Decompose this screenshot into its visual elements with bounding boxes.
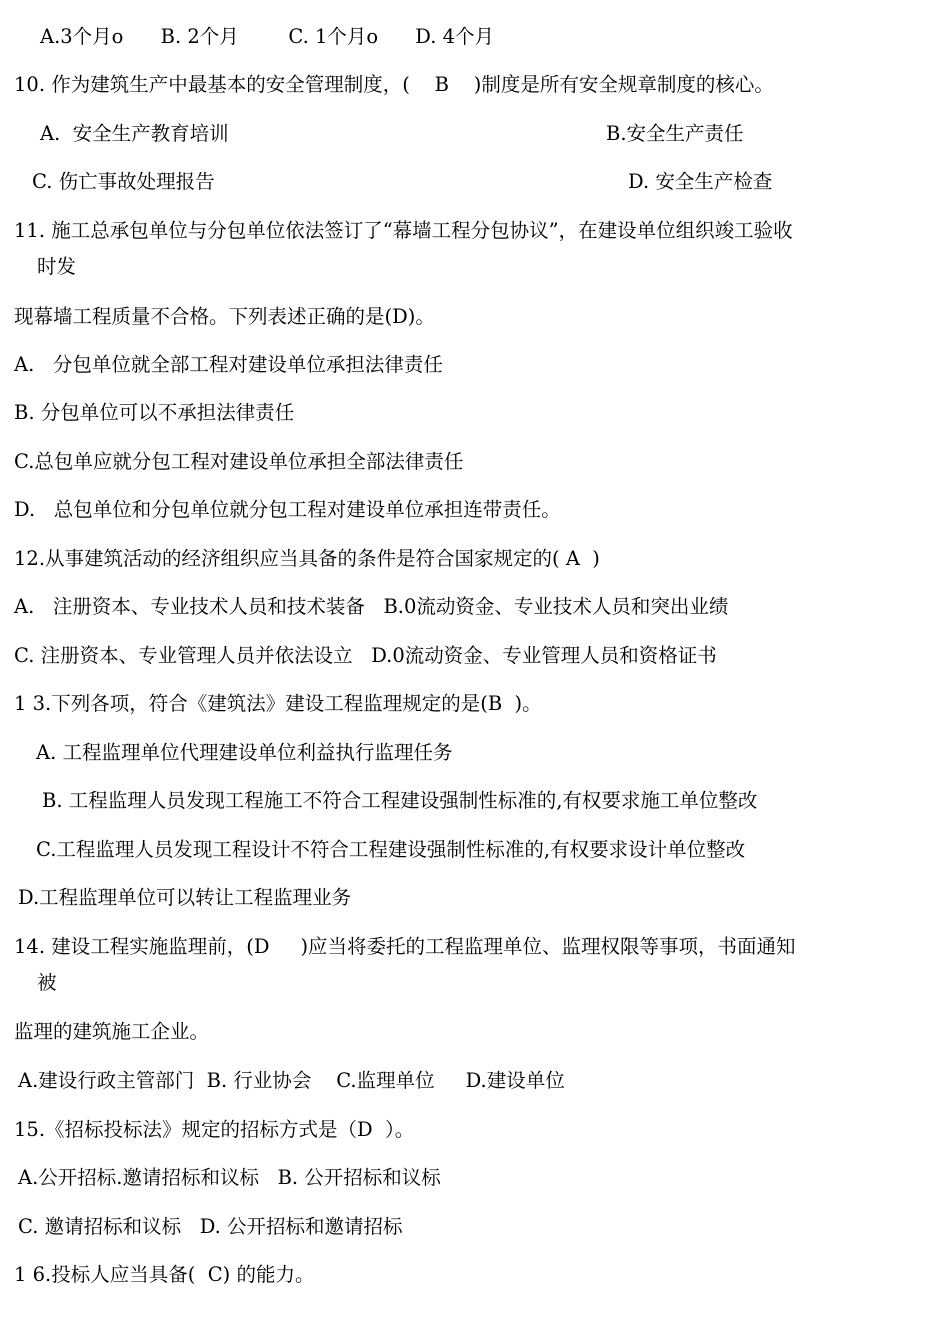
q15-options-cd: C. 邀请招标和议标 D. 公开招标和邀请招标 xyxy=(18,1215,403,1238)
question-13: 1 3.下列各项，符合《建筑法》建设工程监理规定的是(B )。 xyxy=(14,692,542,715)
question-14-wrap: 被 xyxy=(37,971,57,994)
q10-option-c: C. 伤亡事故处理报告 xyxy=(32,170,215,193)
q15-options-ab: A.公开招标.邀请招标和议标 B. 公开招标和议标 xyxy=(18,1166,441,1189)
q12-options-ab: A. 注册资本、专业技术人员和技术装备 B.0流动资金、专业技术人员和突出业绩 xyxy=(14,595,729,618)
q9-options: A.3个月o B. 2个月 C. 1个月o D. 4个月 xyxy=(40,25,495,48)
q12-options-cd: C. 注册资本、专业管理人员并依法设立 D.0流动资金、专业管理人员和资格证书 xyxy=(14,644,717,667)
question-11-cont: 现幕墙工程质量不合格。下列表述正确的是(D)。 xyxy=(14,305,435,328)
q14-options: A.建设行政主管部门 B. 行业协会 C.监理单位 D.建设单位 xyxy=(18,1069,565,1092)
q10-option-d: D. 安全生产检查 xyxy=(628,170,773,193)
q11-option-d: D. 总包单位和分包单位就分包工程对建设单位承担连带责任。 xyxy=(14,498,561,521)
question-14-cont: 监理的建筑施工企业。 xyxy=(14,1020,210,1043)
q10-option-b: B.安全生产责任 xyxy=(606,122,744,145)
question-12: 12.从事建筑活动的经济组织应当具备的条件是符合国家规定的( A ) xyxy=(14,547,600,570)
question-16: 1 6.投标人应当具备( C) 的能力。 xyxy=(14,1263,315,1286)
q13-option-c: C.工程监理人员发现工程设计不符合工程建设强制性标准的,有权要求设计单位整改 xyxy=(36,838,746,861)
q13-option-a: A. 工程监理单位代理建设单位利益执行监理任务 xyxy=(36,741,453,764)
question-11-wrap: 时发 xyxy=(37,255,77,278)
q13-option-d: D.工程监理单位可以转让工程监理业务 xyxy=(18,886,352,909)
question-15: 15.《招标投标法》规定的招标方式是（D ）。 xyxy=(14,1118,415,1141)
q11-option-c: C.总包单应就分包工程对建设单位承担全部法律责任 xyxy=(14,450,464,473)
q10-option-a: A. 安全生产教育培训 xyxy=(40,122,229,145)
question-10: 10. 作为建筑生产中最基本的安全管理制度，( B )制度是所有安全规章制度的核心。 xyxy=(14,73,774,96)
question-14: 14. 建设工程实施监理前，(D )应当将委托的工程监理单位、监理权限等事项，书面通知 xyxy=(14,935,796,958)
q13-option-b: B. 工程监理人员发现工程施工不符合工程建设强制性标准的,有权要求施工单位整改 xyxy=(42,789,758,812)
question-11: 11. 施工总承包单位与分包单位依法签订了“幕墙工程分包协议”，在建设单位组织竣工验收 xyxy=(14,219,793,242)
q11-option-b: B. 分包单位可以不承担法律责任 xyxy=(14,401,295,424)
q11-option-a: A. 分包单位就全部工程对建设单位承担法律责任 xyxy=(14,353,443,376)
